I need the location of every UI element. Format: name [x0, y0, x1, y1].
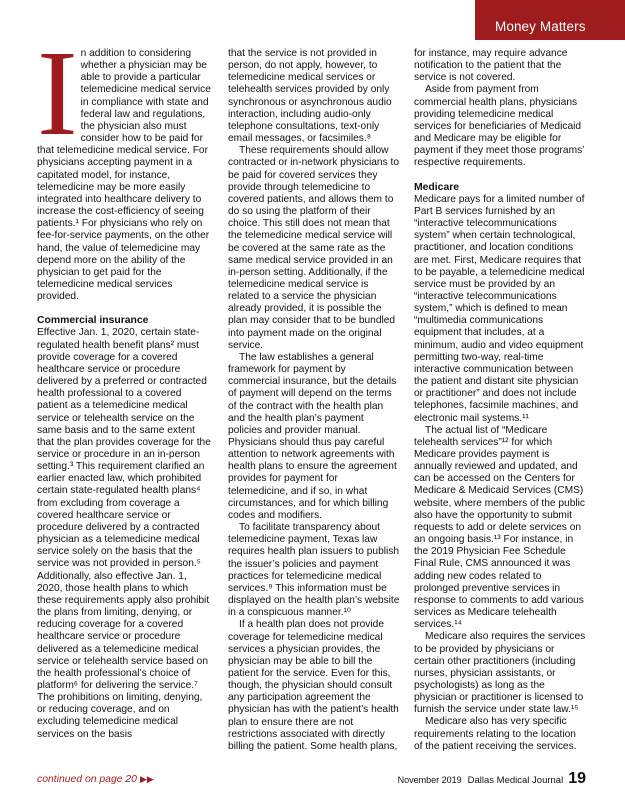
page-number: 19 — [568, 770, 586, 787]
continued-text: continued on page 20 — [37, 774, 137, 785]
double-arrow-right-icon: ▶▶ — [139, 774, 154, 784]
paragraph: Aside from payment from commercial health plans, physicians providing telemedicine medical services for beneficiaries of Medicaid and Medicare may be eligible for payment if they meet those programs’ respective requirements. — [414, 84, 585, 169]
heading-medicare: Medicare — [414, 181, 460, 193]
paragraph: Medicare pays for a limited number of Part B services furnished by an “interactive telecommunications system” when certain technological, practitioner, and location conditions are met. First, Medicare requires that to be payable, a telemedicine medical service must be provided by an “interactive telecommunications system,” which is defined to mean “multimedia communications equipment that includes, at a minimum, audio and video equipment permitting two-way, real-time interactive communication between the patient and distant site physician or practitioner” and does not include telephones, facsimile machines, and electronic mail systems.¹¹ — [414, 193, 585, 424]
article-column-1 — [37, 26, 213, 741]
issue-date: November 2019 — [397, 775, 462, 785]
paragraph: The actual list of “Medicare telehealth services”¹² for which Medicare provides payment is annually reviewed and updated, and can be accessed on the Centers for Medicare & Medicaid Services (CMS) website, where members of the public also have the opportunity to submit requests to add or delete services on an ongoing basis.¹³ For instance, in the 2019 Physician Fee Schedule Final Rule, CMS announced it was adding new codes related to prolonged preventive services in response to comments to add various services as Medicare telehealth services.¹⁴ — [414, 424, 586, 631]
section-title: Money Matters — [495, 19, 586, 34]
drop-cap: I — [37, 26, 78, 161]
paragraph: The law establishes a general framework for payment by commercial insurance, but the details of payment will depend on the terms of the contract with the health plan and the health plan’s payment policies and provider manual. Physicians should thus pay careful attention to network agreements with health plans to ensure the agreement provides for payment for telemedicine, and if so, in what circumstances, and for which billing codes and modifiers. — [228, 351, 397, 521]
article-column-3 — [414, 48, 586, 753]
paragraph: To facilitate transparency about telemedicine payment, Texas law requires health plan issuers to publish the issuer’s policies and payment practices for telemedicine medical services.⁹ This information must be displayed on the health plan’s website in a conspicuous manner.¹⁰ — [228, 522, 400, 619]
heading-commercial-insurance: Commercial insurance — [37, 315, 149, 327]
page-footer — [396, 770, 586, 788]
paragraph: Medicare also requires the services to be provided by physicians or certain other practitioners (including nurses, physician assistants, or psychologists) as long as the physician or practitioner is licensed to furnish the service under state law.¹⁵ — [414, 631, 586, 716]
journal-name: Dallas Medical Journal — [467, 775, 564, 786]
paragraph: Medicare also has very specific requirements relating to the location of the patient receiving the services. — [414, 716, 577, 752]
paragraph: for instance, may require advance notification to the patient that the service is not covered. — [414, 48, 568, 84]
section-tab — [475, 0, 625, 40]
intro-paragraph — [37, 26, 213, 303]
continued-link[interactable] — [37, 774, 154, 785]
paragraph: that the service is not provided in person, do not apply, however, to telemedicine medical services or telehealth services provided by only synchronous or asynchronous audio interaction, including audio-only telephone consultations, text-only email messages, or facsimiles.⁸ — [228, 48, 392, 145]
paragraph: If a health plan does not provide coverage for telemedicine medical services a physician provides, the physician may be able to bill the patient for the service. Even for this, though, the physician should consult any participation agreement the physician has with the patient’s health plan to ensure there are not restrictions associated with directly billing the patient. Some health plans, — [228, 619, 399, 752]
article-column-2 — [228, 48, 400, 753]
intro-text: n addition to considering whether a physician may be able to provide a particular telemedicine medical service in compliance with state and federal law and regulations, the physician also must consider how to be paid for that telemedicine medical service. For physicians accepting payment in a capitated model, for instance, telemedicine may be more easily integrated into healthcare delivery to increase the cost-efficiency of seeing patients.¹ For physicians who rely on fee-for-service payments, on the other hand, the value of telemedicine may depend more on the ability of the physician to get paid for the telemedicine medical services provided. — [37, 48, 211, 303]
paragraph: Effective Jan. 1, 2020, certain state-regulated health benefit plans² must provide coverage for a covered healthcare service or procedure delivered by a preferred or contracted health professional to a covered patient as a telemedicine medical service or telehealth service on the same basis and to the same extent that the plan provides coverage for the service or procedure in an in-person setting.³ This requirement clarified an earlier enacted law, which prohibited certain state-regulated health plans⁴ from excluding from coverage a covered healthcare service or procedure delivered by a contracted physician as a telemedicine medical service solely on the basis that the service was not provided in person.⁵ Additionally, also effective Jan. 1, 2020, those health plans to which these requirements apply also prohibit the plans from limiting, denying, or reducing coverage for a covered healthcare service or procedure delivered as a telemedicine medical service or telehealth service based on the health professional’s choice of platform⁶ for delivering the service.⁷ The prohibitions on limiting, denying, or reducing coverage, and on excluding telemedicine medical services on the basis — [37, 327, 211, 740]
paragraph: These requirements should allow contracted or in-network physicians to be paid for covered services they provide through telemedicine to covered patients, and allows them to do so using the platform of their choice. This still does not mean that the telemedicine medical service will be covered at the same rate as the same medical service provided in an in-person setting. Additionally, if the telemedicine medical service is related to a service the physician already provided, it is possible the plan may consider that to be bundled into payment made on the original service. — [228, 145, 400, 351]
